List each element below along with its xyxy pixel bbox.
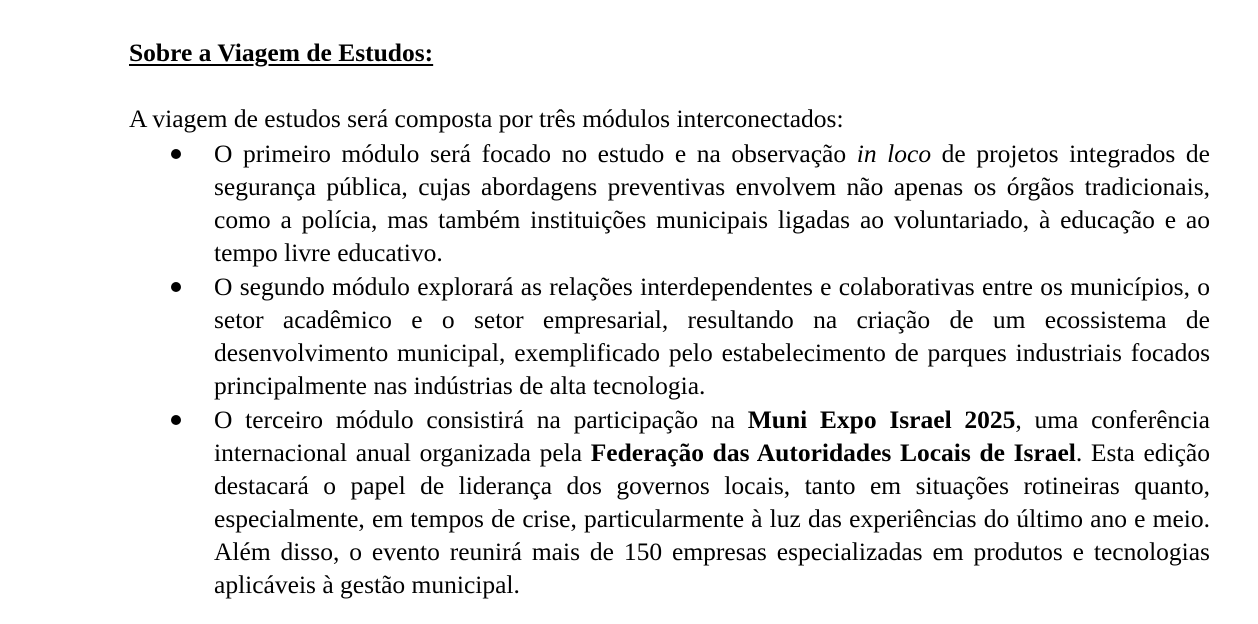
bullet-3-bold-organization: Federação das Autoridades Locais de Israel — [590, 438, 1076, 467]
section-heading: Sobre a Viagem de Estudos: — [129, 38, 434, 67]
intro-paragraph: A viagem de estudos será composta por três módulos interconectados: — [129, 104, 844, 133]
bullet-dot-icon — [171, 415, 181, 425]
bullet-2-text: O segundo módulo explorará as relações interdependentes e colaborativas entre os municípios, o setor acadêmico e o setor empresarial, resultando na criação de um ecossistema de desenvolvimento municipal, exemplificado pelo estabelecimento de parques industriais focados principalmente nas indústrias de alta tecnologia. — [214, 272, 1210, 400]
bullet-3-text-part3: . Esta edição destacará o papel de liderança dos governos locais, tanto em situações rotineiras quanto, especialmente, em tempos de crise, particularmente à luz das experiências do último ano e meio. Além disso, o evento reunirá mais de 150 empresas especializadas em produtos e tecnologias aplicáveis à gestão municipal. — [214, 438, 1210, 599]
bullet-dot-icon — [171, 149, 181, 159]
bullet-dot-icon — [171, 282, 181, 292]
modules-bullet-list — [214, 137, 1210, 602]
bullet-item-module-3 — [214, 403, 1210, 601]
bullet-1-text-end: de projetos integrados de segurança pública, cujas abordagens preventivas envolvem não apenas os órgãos tradicionais, como a polícia, mas também instituições municipais ligadas ao voluntariado, à educação e ao tempo livre educativo. — [214, 139, 1210, 267]
bullet-item-module-1 — [214, 137, 1210, 269]
bullet-item-module-2 — [214, 270, 1210, 402]
bullet-1-italic-text: in loco — [856, 139, 932, 168]
bullet-3-text-part2: , uma conferência internacional anual organizada pela — [214, 405, 1210, 467]
bullet-3-text-part1: O terceiro módulo consistirá na participação na — [214, 405, 748, 434]
bullet-1-text-start: O primeiro módulo será focado no estudo e na observação — [214, 139, 857, 168]
bullet-3-bold-event-name: Muni Expo Israel 2025 — [747, 405, 1016, 434]
